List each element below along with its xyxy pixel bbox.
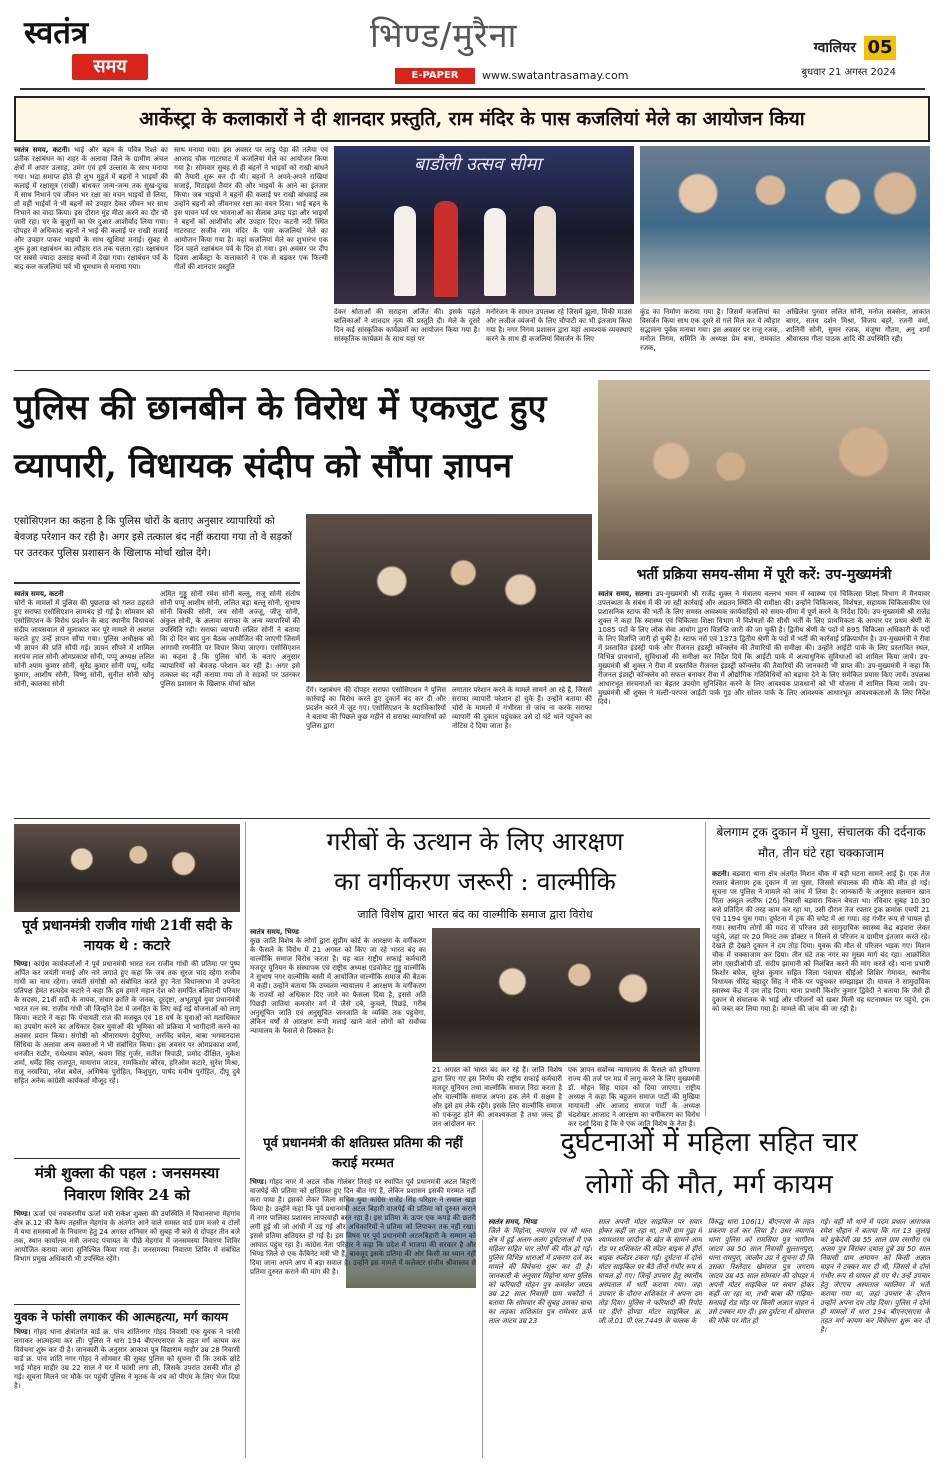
column-divider bbox=[245, 822, 246, 1458]
story-pratima bbox=[250, 1134, 476, 1458]
story2-col1 bbox=[14, 590, 154, 814]
story7-col1 bbox=[250, 928, 426, 1128]
story5-body bbox=[14, 1210, 240, 1300]
story3-body-text: उप-मुख्यमंत्री श्री राजेंद्र शुक्ल ने मंत्रालय वल्लभ भवन में स्वास्थ्य एवं चिकित्सा शिक्षा विभाग में मैनपावर उपलब्धता के संबंध में की जा रही कार्रवाई और अद्यतन स्थिति की समीक्षा की। उन्होंने चिकित्सक, विशेषज्ञ, सहायक चिकित्सकीय एवं प्रशासनिक स्टाफ की भर्ती के लिए समस्त आवश्यक कार्यवाहियों को समय-सीमा में पूर्ण करने के निर्देश दिये। उप-मुख्यमंत्री श्री राजेंद्र शुक्ल ने कहा कि स्वास्थ्य एवं चिकित्सा शिक्षा विभाग में विशेषज्ञों की सीधी भर्ती के लिए प्राथमिकता के आधार पर प्रथम श्रेणी के 1085 पदों के लिए लोक सेवा आयोग द्वारा विज्ञप्ति जारी की जा चुकी है। द्वितीय श्रेणी के पदों में 895 चिकित्सा अधिकारी के पदों के लिए विज्ञप्ति जारी हो चुकी है। स्टाफ नर्स एवं 1373 द्वितीय श्रेणी के पदों में भर्ती की कार्रवाई प्रक्रियाधीन है। उप-मुख्यमंत्री ने रीवा में प्रस्तावित इंडस्ट्री पार्क और रीजनल इंडस्ट्री कॉन्क्लेव की तैयारियों की समीक्षा की। उन्होंने आईटी पार्क के लिए प्रस्तावित स्थल, विभिन्न प्रावधानों, सुविधाओं की समीक्षा कर निर्देश दिये कि आईटी पार्क में अत्याधुनिक सुविधाओं को शामिल किया जाये। उप-मुख्यमंत्री श्री शुक्ल ने रीवा में प्रस्तावित रीजनल इंडस्ट्री कॉन्क्लेव की तैयारियों की जानकारी भी प्राप्त की। उप-मुख्यमंत्री ने कहा कि रीजनल इंडस्ट्री कॉन्क्लेव को सफल बनाकर रीवा में औद्योगिक गतिविधियों को बढ़ावा देने के लिए समेकित प्रयास किए जायें। उपलब्ध आधारभूत संरचनाओं का बेहतर उपयोग सुनिश्चित करने के लिए आवश्यक प्रावधानों को भी योजना में शामिल किया जाये। उप-मुख्यमंत्री श्री शुक्ल ने मल्टी-परपज आईटी पार्क गुड़ और सोलर पार्क के लिए आवश्यक आधारभूत आवश्यकताओं के लिए निर्देश दिये। bbox=[598, 590, 930, 706]
story6-body-text: गोहद थाना क्षेत्रांतर्गत वार्ड क्र. पांच शांतिनगर गोहद निवासी एक युवक ने फांसी लगाकर आत्महत्या कर ली। पुलिस ने धारा 194 बीएनएसएस के तहत मर्ग कायम कर विवेचना शुरू कर दी है। जानकारी के अनुसार आकाश पुत्र विद्याराम माहौर उम्र 28 निवासी वार्ड क्र. पांच शांति नगर गोहद ने सोमवार की सुबह पुलिस को सूचना दी कि उसके छोटे भाई मोहन माहौर उम्र 22 साल ने घर में फांसी लगा ली, जिसके उपरांत उसकी मौत हो गई। सूचना मिलने पर मौके पर पहुंची पुलिस ने मृतक के शव को पीएम के लिए भेज दिया है। bbox=[14, 1328, 240, 1390]
story-four-deaths bbox=[488, 1120, 930, 1458]
logo bbox=[24, 14, 154, 84]
story1-col6: अखिलेश पुरवार ललित सोनी, मनोज सक्सेना, आकांत बागर, सतय दर्शन मिश्रा, विजय बहरे, रजनी वर्मा, शालिनी सोनी, सुमन रजक, मंजुषा गौतम, अनु शर्मा श्रीवास्तव गीता पाठक आदि की उपस्थिति रही। bbox=[786, 308, 930, 343]
column-divider bbox=[705, 822, 706, 1116]
story6-dateline: भिण्ड। bbox=[14, 1328, 31, 1336]
divider bbox=[14, 1304, 240, 1305]
masthead bbox=[0, 0, 945, 88]
story1-photo-audience bbox=[640, 146, 930, 304]
story1-headline-box bbox=[14, 96, 930, 142]
story-sarafa-protest bbox=[14, 376, 592, 816]
story3-headline: भर्ती प्रक्रिया समय-सीमा में पूरी करें: उप-मुख्यमंत्री bbox=[636, 567, 892, 583]
story1-col2: साथ मनाया गया। इस अवसर पर लाडू पेड़ा की तलैया एवं आजाद चौक गाटरघाट में कजलियां मेले का आयोजन किया गया है। सोमवार सुबह से ही बहनों ने भाइयों को राखी बांधने की तैयारी शुरू कर दी थी। बहनों ने अपने-अपने राखियां सजाई, मिठाइयां तैयार की और भाइयों के आने का इंतजार किया। जब भाइयों ने बहनों की कलाई पर राखी बांधवाई तब उन्होंने बहनों को जीवनभर रक्षा का वचन दिया। भाई बहन के इस पावन पर्व पर भावनाओं का सैलाब उमड़ पड़ा और भाइयों ने बहनों को आशीर्वाद और उपहार दिए। कटनी नदी स्थित गाटरघाट सजीव राम मंदिर के पास कजलियां मेले का आयोजन किया गया है। यहां कजलियां मेले का शुभारंभ एक दिन पहले रक्षाबंधन पर्व के दिन हो गया। इस अवसर पर दीप दिवस आर्केस्ट्रा के कलाकारों ने एक से बढ़कर एक फिल्मी गीतों की शानदार प्रस्तुति bbox=[174, 146, 328, 271]
story6-body bbox=[14, 1328, 240, 1454]
story1-dateline: स्वतंत्र समय, कटनी। bbox=[14, 146, 70, 154]
story1-col1 bbox=[14, 146, 168, 362]
story2-col2: अमित गुड्डू सोनी रमेश सोनी बल्लू, राजू सोनी संतोष सोनी पप्पू आशीष सोनी, ललित बड़ा बल्लू सोनी, सुभाष सोनी विक्की सोनी, जय सोनी अज्जू, जीतू सोनी, अंकुल सोनी, के अलावा सराफा के अन्य व्यापारियों की उपस्थिति रही। सराफा व्यापारी ललित सोनी ने बताया कि दो दिन बाद पुनः बैठक आयोजित की जाएगी जिसमें आगामी रणनीति पर विचार किया जाएगा। एसोसिएशन का कहना है कि पुलिस चोरों के बताए अनुसार व्यापारियों को बेवजह परेशान कर रही है। अगर इसे तत्काल बंद नहीं कराया गया तो वे सड़कों पर उतरकर पुलिस प्रशासन के खिलाफ मोर्चा खोल bbox=[160, 590, 300, 688]
story-kajaliya-mela bbox=[14, 96, 930, 366]
story2-col4: लगातार परेशान करने के मामले सामने आ रहे हैं, जिससे सराफा व्यापारी परेशान हो चुके हैं। उन्होंने बताया की चोरों के मामलों में गंभीरता से जांच ना करके सराफा व्यापारी की दुकान पहुंचकर उसे दो घंटे थाने पहुंचने का नोटिस दे दिया जाता है। bbox=[452, 686, 592, 730]
story9-headline: पूर्व प्रधानमंत्री की क्षतिग्रस्त प्रतिमा की नहीं कराई मरम्मत bbox=[263, 1136, 463, 1171]
story7-headline-1: गरीबों के उत्थान के लिए आरक्षण bbox=[326, 827, 624, 856]
city-label: ग्वालियर bbox=[813, 40, 856, 56]
story5-dateline: भिण्ड। bbox=[14, 1210, 31, 1218]
story1-photo-stage bbox=[334, 146, 634, 304]
story2-headline-1: पुलिस की छानबीन के विरोध में एकजुट हुए bbox=[14, 388, 547, 428]
epaper-label: E-PAPER bbox=[395, 68, 475, 84]
story10-col3: विरुद्ध धारा 106(1) बीएनएस के तहत प्रकरण दर्ज कर लिया है। उधर नयागांव थाना पुलिस को रामसिया पुत्र भागीरथ जाटव उम्र 50 साल निवासी सुल्तानपुरा, थाना रामपुरा, जालौन उप्र ने सूचना दी कि उसका रिश्तेदार खेमराज पुत्र जगराम जाटव उम्र 45 साल सोमवार की दोपहर में अपनी मोटर साइकिल पर सवार होकर कहीं जा रहा था, तभी बाबा की गढ़िया-सनावई रोड मोड़ पर किसी अज्ञात वाहन ने उसे टक्कर मार दी। इस दुर्घटना में खेमराज की मौके पर मौत हो bbox=[708, 1218, 814, 1325]
story1-headline: आर्केस्ट्रा के कलाकारों ने दी शानदार प्रस्तुति, राम मंदिर के पास कजलियां मेले का आयोजन किया bbox=[139, 108, 805, 130]
story1-photo-banner: बाडौली उत्सव सीमा bbox=[414, 154, 541, 175]
story1-col1-text: भाई और बहन के पवित्र रिश्ते का प्रतीक रक्षाबंधन का शहर के अलावा जिले के ग्रामीण अंचल क्षेत्रों में अपार उत्साह, उमंग एवं हर्ष उल्लास के साथ मनाया गया। भद्रा समाप्त होते ही शुभ मुहूर्त में बहनों ने भाइयों की कलाई में रक्षासूत्र (राखी) बांधकर जन्म-जन्म तक सुख-दुःख में साथ निभाने एवं जीवन भर रक्षा का वचन भाइयों से लिया, तो वहीं भाईयों ने भी बहनों को उपहार देकर जीवन भर साथ निभाने का वादा किया। इस दौरान मुंह मीठा करने का दौर भी जारी रहा। घर के बुजुर्गों का घेर दुआर आशीर्वाद लिया गया। दोपहर में अधिकांश बहनों ने भाई की कलाई पर राखी सजाई और उपहार पाकर भाइयों के साथ खुशियां मनाई। सुबह से शुरू हुआ रक्षाबंधन का त्यौहार रात तक चलता रहा। रक्षाबंधन पर सबसे ज्यादा उत्साह बच्चों में देखा गया। रक्षाबंधन पर्व के बाद कल कजलियां पर्व भी धूमधाम से मनाया गया। bbox=[14, 146, 168, 271]
story7-headline-2: का वर्गीकरण जरूरी : वाल्मीकि bbox=[334, 867, 616, 896]
divider bbox=[14, 818, 930, 819]
story7-col3: एक ज्ञापन सर्वोच्च न्यायालय के फैसले को हरियाणा राज्य की तर्ज पर मप्र में लागू करने के लिए मुख्यमंत्री डॉ. मोहन सिंह यादव को दिया जाएगा। राष्ट्रीय अध्यक्ष ने कहा कि बहुजन समाज पार्टी की मुखिया मायावती और आजाद समाज पार्टी के अध्यक्ष चंद्रशेखर आजाद ने आरक्षण का वर्गीकरण का विरोध कर दर्शा दिया है कि वे एक जाति विशेष के नेता हैं। bbox=[568, 1066, 700, 1128]
story4-body-text: कांग्रेस कार्यकर्ताओं ने पूर्व प्रधानमंत्री भारत रत्न राजीव गांधी की प्रतिमा पर पुष्प अर्पित कर जयंती मनाई और नारे लगाते हुए कहा कि जब तक सूरज चांद रहेगा राजीव गांधी का नाम रहेगा। जयंती संगोष्ठी को संबोधित करते हुए नेता विधानसभा में उपनेता प्रतिपक्ष हेमंत सत्यदेव कटारे ने कहा कि हम हमारे महान देश को समर्पित बलिदानी परिवार के सदस्य, 21वीं सदी के नायक, संचार क्रांति के जनक, दूरदृष्टा, अभूतपूर्व युवा प्रधानमंत्री भारत रत्न स्व. राजीव गांधी जी जिन्होंने देश में जनहित के लिए कई नई योजनाओं को लागू किया। कटारे ने कहा कि पंचायती राज की मजबूत एवं 18 वर्ष के युवाओं को मताधिकार का उपयोग करने का अधिकार देकर युवाओं की भूमिका को प्रक्रिया में भागीदारी करने का अवसर प्रदान किया। संगोष्ठी को श्रीनारायण देपुरिया, अरविंद बघेल, बाबा भगवानदास सिंधिया के अलावा अन्य वक्ताओं ने भी संबोधित किया। इस अवसर पर ओमप्रकाश शर्मा, धनजीत राठौर, राधेश्याम बघेल, श्रवण सिंह गुर्जर, सतीश त्रिपाठी, प्रमोद दीक्षित, मुकेश शर्मा, धर्मेंद्र सिंह राजपूत, मायाराम जाटव, रामकिशोर कौरव, हरिओम कटारे, सुरेश मिश्रा, राजू नरवरिया, नरेश बघेल, अभिषेक पुरोहित, किशुपुरा, पार्षद मनीष पुरोहित, दीपू दुबे सहित अनेक कांग्रेसी कार्यकर्ता मौजूद रहे। bbox=[14, 960, 240, 1085]
story-valmiki bbox=[250, 822, 700, 1130]
story10-col1 bbox=[488, 1218, 592, 1458]
story7-dateline: स्वतंत्र समय, भिण्ड bbox=[250, 928, 299, 936]
story5-headline: मंत्री शुक्ला की पहल : जनसमस्या निवारण शिविर 24 को bbox=[34, 1164, 220, 1204]
story2-photo bbox=[306, 514, 592, 682]
story-aatmahatya bbox=[14, 1308, 240, 1458]
dancer-figure bbox=[534, 206, 556, 296]
edition-title: भिण्ड/मुरैना bbox=[370, 16, 518, 56]
story2-headline-2: व्यापारी, विधायक संदीप को सौंपा ज्ञापन bbox=[14, 446, 513, 486]
column-divider bbox=[482, 1120, 483, 1458]
dancer-figure bbox=[484, 208, 506, 296]
story8-dateline: कटनी। bbox=[712, 870, 730, 878]
story9-body bbox=[250, 1178, 476, 1458]
story1-col4: मनोरंजन के साधन उपलब्ध रहे जिसमें झूला, मिकी माउस और लजीज व्यंजनों के लिए चौपाटी का भी इंतजाम किया गया है। नगर निगम प्रशासन द्वारा यहां आवश्यक व्यवस्थाएं करने के साथ ही कजलियां विसर्जन के लिए bbox=[486, 308, 632, 343]
story10-col2: साल अपनी मोटर साइकिल पर सवार होकर कहीं जा रहा था, तभी ग्राम गुढ़ा में श्यामशरण जादौन के खेत के सामने आम रोड पर शशिकांत की स्पेंडर बाइक से हीरो बाइक स्प्लेंडर टकरा गई। दुर्घटना में दोनों मोटर साइकिल पर बैठे तीनों गंभीर रूप से घायल हो गए। जिन्हें उपचार हेतु स्थानीय अस्पताल में भर्ती कराया गया। जहां उपचार के दौरान शशिकांत ने अपना दम तोड़ दिया। पुलिस ने फरियादी की रिपोर्ट पर हीरो होण्डा मोटर साइकिल क्र. जी.जे.01 पी.एल.7449 के चालक के bbox=[598, 1218, 702, 1325]
story8-headline: बेलगाम ट्रक दुकान में घुसा, संचालक की दर्दनाक मौत, तीन घंटे रहा चक्काजाम bbox=[716, 825, 926, 860]
page-number: 05 bbox=[864, 36, 896, 60]
logo-top: स्वतंत्र bbox=[24, 15, 89, 51]
story6-headline: युवक ने फांसी लगाकर की आत्महत्या, मर्ग कायम bbox=[14, 1310, 229, 1324]
story4-photo bbox=[14, 824, 240, 912]
story8-body-text: बड़वारा थाना क्षेत्र अंतर्गत मिशन चौक में बड़ी घटना सामने आई है। एक तेज रफ्तार बेलगाम ट्रक दुकान में जा घुसा, जिससे संचालक की मौके की मौत हो गई। सूचना पर पुलिस ने मामले को जांच में लिया है। जानकारी के अनुसार सलमान खान पिता अब्दुल लतीफ (26) निवासी बड़वारा चिकन बेचता था। रविवार सुबह 10.30 बजे प्रतिदिन की तरह काम कर रहा था, उसी दौरान तेज रफ्तार ट्रक क्रमांक एमपी 21 एच 1194 घुस गया। दुर्घटना में ट्रक की चपेट में आ गया। वह गंभीर रूप से घायल हो गया। स्थानीय लोगों की मदद से परिजन उसे सामुदायिक स्वास्थ्य केंद्र बड़वारा लेकर पहुंचे, जहां पर 20 मिनट तक डॉक्टर न मिलने से परिजन व ग्रामीण इंतजार करते रहे। देखते ही देखते दुकान ने दम तोड़ दिया। युवक की मौत से परिजन भड़क गए। मिशन चौक में चक्काजाम कर दिया। तीन घंटे तक नगर का मुख्य मार्ग बंद रहा। आक्रोशित लोग एसडीओपी डॉ. संदीप झामानी को निलंबित करने की मांग करते रहे। थाना प्रभारी किशोर बघेल, सुरेश कुमार सहित जिला पंचायत सीईओ शिशिर गेमावत, स्थानीय विधायक धीरेंद्र बहादुर सिंह ने मौके पर पहुंचकर समझाइश दी। घायल ने सामुदायिक स्वास्थ्य केंद्र में दम तोड़ दिया। थाना प्रभारी किशोर कुमार द्विवेदी ने बताया कि जैसे ही दुकान से संचालक के भाई और परिजनों को खबर मिली वह घटनास्थल पर पहुंचे, ट्रक को जब्त कर लिया गया है। मामले की जांच की जा रही है। bbox=[712, 870, 930, 1013]
story8-body bbox=[712, 870, 930, 1114]
story3-photo bbox=[598, 380, 930, 560]
story2-deck: एसोसिएशन का कहना है कि पुलिस चोरों के बताए अनुसार व्यापारियों को बेवजह परेशान कर रही है। अगर इसे तत्काल बंद नहीं कराया गया तो वे सड़कों पर उतरकर पुलिस प्रशासन के खिलाफ मोर्चा खोल देंगे। bbox=[14, 514, 300, 584]
dancer-figure bbox=[434, 201, 458, 297]
story3-dateline: स्वतंत्र समय, सतना। bbox=[598, 590, 653, 598]
story10-col1-text: जिले के मिहोना, नयागांव एवं मौ थाना क्षेत्र में हुई अलग-अलग दुर्घटनाओं में एक महिला सहित चार लोगों की मौत हो गई। पुलिस विभिन्न धाराओं में प्रकरण दर्ज कर मामले की विवेचना शुरू कर दी है। जानकारी के अनुसार मिहोना थाना पुलिस को फरियादी मोहन पुत्र कमलेश जाटव उम्र 22 साल निवासी ग्राम भकौटी ने बताया कि सोमवार की सुबह उसका चाचा का लड़का शशिकांत पुत्र रामेश्वर ऊर्फ लाल जाटव उम्र 23 bbox=[488, 1227, 592, 1325]
story7-col2: 21 अगस्त को भारत बंद कर रहे हैं। जाति विशेष द्वारा लिए गए इस निर्णय की राष्ट्रीय सफाई कर्मचारी मजदूर यूनियन तथा वाल्मीकि समाज निंदा करता है और वाल्मीकि समाज अपना हक लेने में सक्षम है और इसे हम लेके रहेंगे। इसके लिए वाल्मीकि समाज को एकजुट होने की आवश्यकता है तथा जल्द ही जन आंदोलन कर bbox=[432, 1066, 562, 1128]
website-link[interactable]: www.swatantrasamay.com bbox=[482, 69, 629, 82]
story2-col3: देंगे। रक्षाबंधन की दोपहर सराफा एसोसिएशन ने पुलिस कार्रवाई का विरोध करते हुए दुकानें बंद कर दी और प्रदर्शन करने में जुट गए। एसोसिएशन के पदाधिकारियों ने बताया की पिछले कुछ महीने से सराफा व्यापारियों को पुलिस द्वारा bbox=[306, 686, 446, 730]
story10-col4: गई। वहीं मौ थाने में पदम प्रधान आराधक रमेश चौहान ने बताया कि गत 13 जुलाई को मुकेदेवी उम्र 55 साल ग्राम रसगौरा एवं अजय पुत्र विरांबर दयाल दुबे उम्र 50 साल निवासी ग्राम अमायन को किसी अज्ञात वाहन ने टक्कर मार दी थी, जिससे वे दोनों गंभीर रूप से घायल हो गए थे। उन्हें उपचार हेतु जेएएच अस्पताल ग्वालियर में भर्ती कराया गया था, जहां उपचार के दौरान उन्होंने अपना दम तोड़ दिया। पुलिस ने दोनों ही मामलों में धारा 194 बीएनएसएस के तहत मर्ग कायम कर विवेचना शुरू कर दी है। bbox=[820, 1218, 930, 1334]
story4-headline: पूर्व प्रधानमंत्री राजीव गांधी 21वीं सदी के नायक थे : कटारे bbox=[22, 918, 232, 954]
story4-dateline: भिण्ड। bbox=[14, 960, 31, 968]
story-bharti-prakriya bbox=[598, 376, 930, 816]
story9-dateline: भिण्ड। bbox=[250, 1178, 267, 1186]
story3-body bbox=[598, 590, 930, 814]
masthead-rule bbox=[20, 88, 925, 90]
story1-col5: कुंड का निर्माण कराया गया है। जिसमें कजलियां का विसर्जन किया साथ एक दूसरे से गले मिल कर ये त्यौहार सद्भावना पूर्वक मनाया गया। इस अवसर पर राजू रजक, मनोज निगम, समिति के अध्यक्ष प्रेम बत्रा, रामकांत रजक, bbox=[640, 308, 780, 352]
divider bbox=[14, 1158, 240, 1159]
dancer-figure bbox=[394, 206, 416, 296]
story2-col1-text: चोरों के मामलों में पुलिस की पूछताछ को गलत ठहराते हुए सराफा एसोसिएशन लामबंद हो गई है। सोमवार को एसोसिएशन के विरोध प्रदर्शन के बाद स्थानीय विधायक संदीप जायसवाल से मुलाकात कर पूरे मामले से अवगत कराते हुए उन्हें ज्ञापन सौंपा गया। पुलिस अधीक्षक को भी ज्ञापन की प्रति सौंपी गई। ज्ञापन सौंपने में शामिल सरपंच लाल सोनी ओमप्रकाश सोनी, पप्पू अध्यक्ष ललित सोनी श्याम कुमार सोनी, सुरेंद्र कुमार सोनी पप्पू, धर्मेंद्र कुमार, आशीष सोनी, विष्णु सोनी, सुनील सोनी खोनू सोनी, कालका सोनी bbox=[14, 599, 154, 688]
story10-dateline: स्वतंत्र समय, भिण्ड bbox=[488, 1218, 537, 1226]
story-rajiv-gandhi bbox=[14, 822, 240, 1156]
story-shivir bbox=[14, 1162, 240, 1302]
story7-col1-text: कुछ जाति विशेष के लोगों द्वारा सुप्रीम कोर्ट के आरक्षण के वर्गीकरण के फैसले के विरोध में 21 अगस्त को किए जा रहे भारत बंद का वाल्मीकि समाज विरोध करता है। यह बात राष्ट्रीय सफाई कर्मचारी मजदूर यूनियन के संस्थापक एवं राष्ट्रीय अध्यक्ष एडवोकेट गुड्डू वाल्मीकि ने सुभाष नगर वाल्मीकि बस्ती में आयोजित वाल्मीकि समाज की बैठक में कही। उन्होंने बताया कि उच्चतम न्यायालय ने आरक्षण के वर्गीकरण के राज्यों को अधिकार दिए जाने का फैसला दिया है, इससे अति पिछड़ी जातियां कमजोर वर्ग में जैसे दबे, कुचले, पिछड़े, गरीब अनुसूचित जाति एवं अनुसूचित जनजाति के व्यक्ति तक पहुंचेगा, लेकिन वर्षों से आरक्षण रूपी मलाई खाने वाले लोगों को सर्वोच्च न्यायालय के फैसले से दिक्कत है। bbox=[250, 937, 426, 1035]
story4-body bbox=[14, 960, 240, 1156]
story7-subhead: जाति विशेष द्वारा भारत बंद का वाल्मीकि समाज द्वारा विरोध bbox=[357, 908, 593, 921]
story-truck-accident bbox=[712, 822, 930, 1116]
story1-col3: देकर श्रोताओं की सराहना अर्जित की। इसके पहले बालिकाओं ने शानदार नृत्य की प्रस्तुति दी। मेले के दूसरे दिन कई सांस्कृतिक कार्यक्रमों का आयोजन किया गया है। सांस्कृतिक कार्यक्रम के साथ यहां पर bbox=[334, 308, 480, 343]
logo-bottom: समय bbox=[72, 54, 148, 80]
divider bbox=[14, 370, 930, 371]
story5-body-text: ऊर्जा एवं नवकरणीय ऊर्जा मंत्री राकेश शुक्ला की उपस्थिति में विधानसभा मेहगांव क्षेत्र क्र.12 की कैम्प तहसील मेहगांव के अंतर्गत आने वाले समस्त वार्ड ग्राम मजरे व टोलों में यथा समस्याओं के निवारण हेतु 24 अगस्त शनिवार को सुबह नौ बजे से दोपहर तीन बजे तक, स्थान कार्यालय मंत्री जनपद पंचायत के पीछे मेहगांव में जनसमस्या निवारण शिविर आयोजित कराया जाना सुनिश्चित किया गया है। जनसमस्या निवारण शिविर में संबंधित विभाग प्रमुख अधिकारी भी उपस्थित रहेंगे। bbox=[14, 1210, 240, 1263]
story10-headline-2: लोगों की मौत, मर्ग कायम bbox=[585, 1169, 833, 1200]
issue-date: बुधवार 21 अगस्त 2024 bbox=[801, 67, 896, 78]
story7-photo bbox=[432, 928, 700, 1062]
story2-dateline: स्वतंत्र समय, कटनी bbox=[14, 590, 64, 598]
story9-body-text: गोहद नगर में अटल चौक गोलंबर तिराहे पर स्थापित पूर्व प्रधानमंत्री अटल बिहारी वाजपेई की प्रतिमा को क्षतिग्रस्त हुए दिन बीत गए हैं, लेकिन प्रशासन इसकी मरम्मत नहीं करा पाया है। इसको लेकर जिला सचिव युवा कांग्रेस राजेंद्र सिंह परिहार ने सवाल खड़ा किया है। उन्होंने कहा कि पूर्व प्रधानमंत्री अटल बिहारी वाजपेई की प्रतिमा को दुरुस्त कराने में नगर पालिका प्रशासन लापरवाही बरत रहा है। इस प्रतिमा के ऊपर एक कपड़े की छतरी लगी हुई थी जो आंधी में उड़ गई और अधिकारियों ने प्रतिमा को लिपाकर तक नहीं रखा। इससे प्रतिमा क्षतिग्रस्त हो गई है। इस विषय पर पूर्व प्रधानमंत्री अटलबिहारी के सम्मान को आघात पहुंच रहा है। कांग्रेस नेता परिहार ने कहा कि प्रदेश में भाजपा की सरकार है और भिण्ड जिले से एक कैबिनेट मंत्री भी हैं, बावजूद इसके प्रतिमा की ओर किसी का ध्यान नहीं दिया जाना अपने आप में बड़ा सवाल है। उन्होंने इस मामले में कलेक्टर संजीव श्रीवास्तव से प्रतिमा दुरुस्त कराने की मांग की है। bbox=[250, 1178, 476, 1276]
story10-headline-1: दुर्घटनाओं में महिला सहित चार bbox=[560, 1127, 858, 1158]
